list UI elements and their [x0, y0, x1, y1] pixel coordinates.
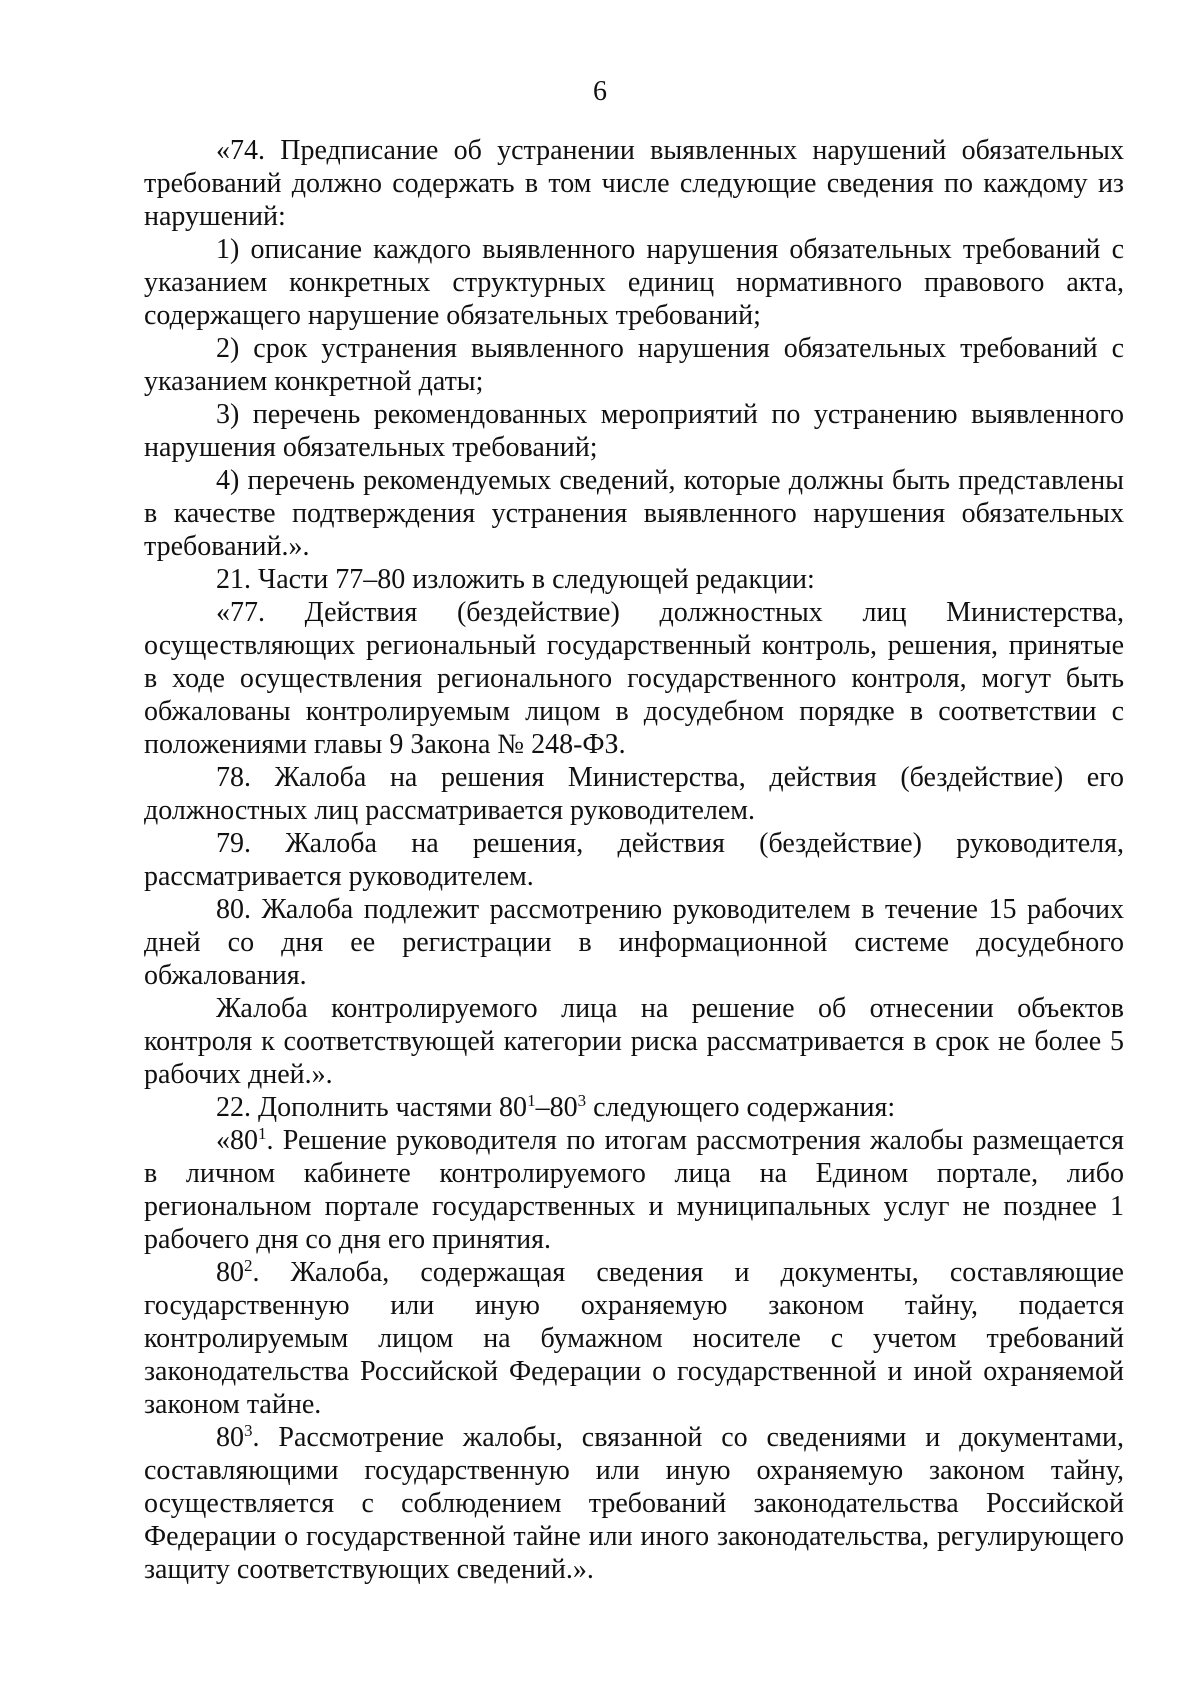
page-number: 6 [593, 76, 607, 107]
paragraph-80: 80. Жалоба подлежит рассмотрению руководителем в течение 15 рабочих дней со дня ее регистрации в информационной системе досудебного обжалования. [144, 894, 1124, 991]
paragraph-21: 21. Части 77–80 изложить в следующей редакции: [216, 564, 815, 595]
superscript: 1 [258, 1124, 267, 1143]
paragraph-80-1-number: «80 [216, 1125, 258, 1156]
superscript: 3 [244, 1421, 253, 1440]
document-body [144, 134, 1124, 1586]
paragraph-22-part-b: –80 [535, 1092, 578, 1123]
paragraph-22-part-c: следующего содержания: [586, 1092, 896, 1123]
paragraph-22-part-a: 22. Дополнить частями 80 [216, 1092, 528, 1123]
paragraph-80-complaint-risk: Жалоба контролируемого лица на решение об отнесении объектов контроля к соответствующей категории риска рассматривается в срок не более 5 рабочих дней.». [144, 993, 1124, 1090]
paragraph-80-3-number: 80 [216, 1422, 244, 1453]
paragraph-77: «77. Действия (бездействие) должностных лиц Министерства, осуществляющих региональный государственный контроль, решения, принятые в ходе осуществления регионального государственного контроля, могут быть обжалованы контролируемым лицом в досудебном порядке в соответствии с положениями главы 9 Закона № 248-ФЗ. [144, 597, 1124, 760]
paragraph-80-2-text: . Жалоба, содержащая сведения и документы, составляющие государственную или иную охраняемую законом тайну, подается контролируемым лицом на бумажном носителе с учетом требований законодательства Российской Федерации о государственной и иной охраняемой законом тайне. [144, 1257, 1124, 1420]
paragraph-80-2 [144, 1256, 1124, 1421]
paragraph-80-1 [144, 1124, 1124, 1256]
paragraph-80-3 [144, 1421, 1124, 1586]
paragraph-22 [144, 1091, 1124, 1124]
paragraph-80-3-text: . Рассмотрение жалобы, связанной со сведениями и документами, составляющими государственную или иную охраняемую законом тайну, осуществляется с соблюдением требований законодательства Российской Федерации о государственной тайне или иного законодательства, регулирующего защиту соответствующих сведений.». [144, 1422, 1124, 1585]
superscript: 1 [527, 1091, 536, 1110]
paragraph-74-item-1: 1) описание каждого выявленного нарушения обязательных требований с указанием конкретных структурных единиц нормативного правового акта, содержащего нарушение обязательных требований; [144, 234, 1124, 331]
paragraph-80-1-text: . Решение руководителя по итогам рассмотрения жалобы размещается в личном кабинете контролируемого лица на Едином портале, либо региональном портале государственных и муниципальных услуг не позднее 1 рабочего дня со дня его принятия. [144, 1125, 1124, 1255]
paragraph-74-intro: «74. Предписание об устранении выявленных нарушений обязательных требований должно содержать в том числе следующие сведения по каждому из нарушений: [144, 135, 1124, 232]
paragraph-78: 78. Жалоба на решения Министерства, действия (бездействие) его должностных лиц рассматривается руководителем. [144, 762, 1124, 826]
paragraph-80-2-number: 80 [216, 1257, 244, 1288]
paragraph-74-item-3: 3) перечень рекомендованных мероприятий по устранению выявленного нарушения обязательных требований; [144, 399, 1124, 463]
paragraph-79: 79. Жалоба на решения, действия (бездействие) руководителя, рассматривается руководителем. [144, 828, 1124, 892]
superscript: 3 [577, 1091, 587, 1110]
paragraph-74-item-2: 2) срок устранения выявленного нарушения обязательных требований с указанием конкретной даты; [144, 333, 1124, 397]
paragraph-74-item-4: 4) перечень рекомендуемых сведений, которые должны быть представлены в качестве подтверждения устранения выявленного нарушения обязательных требований.». [144, 465, 1124, 562]
superscript: 2 [244, 1256, 253, 1275]
